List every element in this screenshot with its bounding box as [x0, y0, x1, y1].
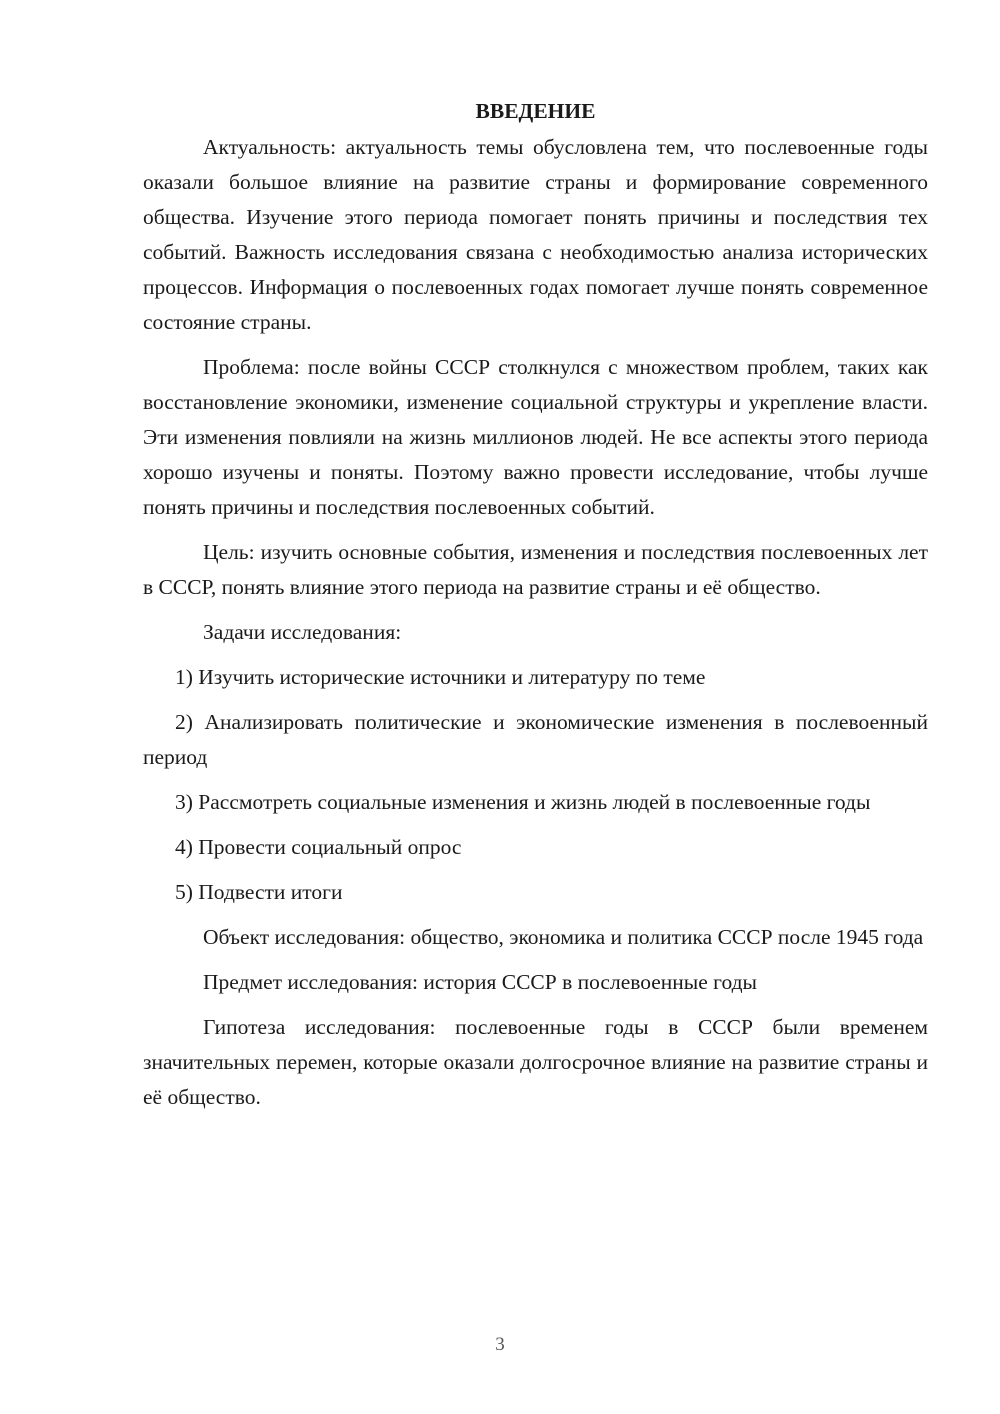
goal-paragraph: Цель: изучить основные события, изменения и последствия послевоенных лет в СССР, понять влияние этого периода на развитие страны и её общество. — [143, 540, 928, 599]
subject-paragraph: Предмет исследования: история СССР в послевоенные годы — [203, 970, 757, 994]
section-heading: ВВЕДЕНИЕ — [475, 99, 596, 123]
task-item-3: 3) Рассмотреть социальные изменения и жизнь людей в послевоенные годы — [175, 790, 871, 814]
task-item-2: 2) Анализировать политические и экономические изменения в послевоенный период — [143, 710, 928, 769]
relevance-paragraph: Актуальность: актуальность темы обусловлена тем, что послевоенные годы оказали большое влияние на развитие страны и формирование современного общества. Изучение этого периода помогает понять причины и последствия тех событий. Важность исследования связана с необходимостью анализа исторических процессов. Информация о послевоенных годах помогает лучше понять современное состояние страны. — [143, 135, 928, 334]
page-number: 3 — [495, 1334, 505, 1355]
task-item-1: 1) Изучить исторические источники и литературу по теме — [175, 665, 706, 689]
task-item-5: 5) Подвести итоги — [175, 880, 343, 904]
object-paragraph: Объект исследования: общество, экономика и политика СССР после 1945 года — [203, 925, 924, 949]
task-item-4: 4) Провести социальный опрос — [175, 835, 462, 859]
page-content — [143, 94, 928, 1125]
hypothesis-paragraph: Гипотеза исследования: послевоенные годы в СССР были временем значительных перемен, которые оказали долгосрочное влияние на развитие страны и её общество. — [143, 1015, 928, 1109]
tasks-title: Задачи исследования: — [203, 620, 402, 644]
problem-paragraph: Проблема: после войны СССР столкнулся с множеством проблем, таких как восстановление экономики, изменение социальной структуры и укрепление власти. Эти изменения повлияли на жизнь миллионов людей. Не все аспекты этого периода хорошо изучены и поняты. Поэтому важно провести исследование, чтобы лучше понять причины и последствия послевоенных событий. — [143, 355, 928, 519]
